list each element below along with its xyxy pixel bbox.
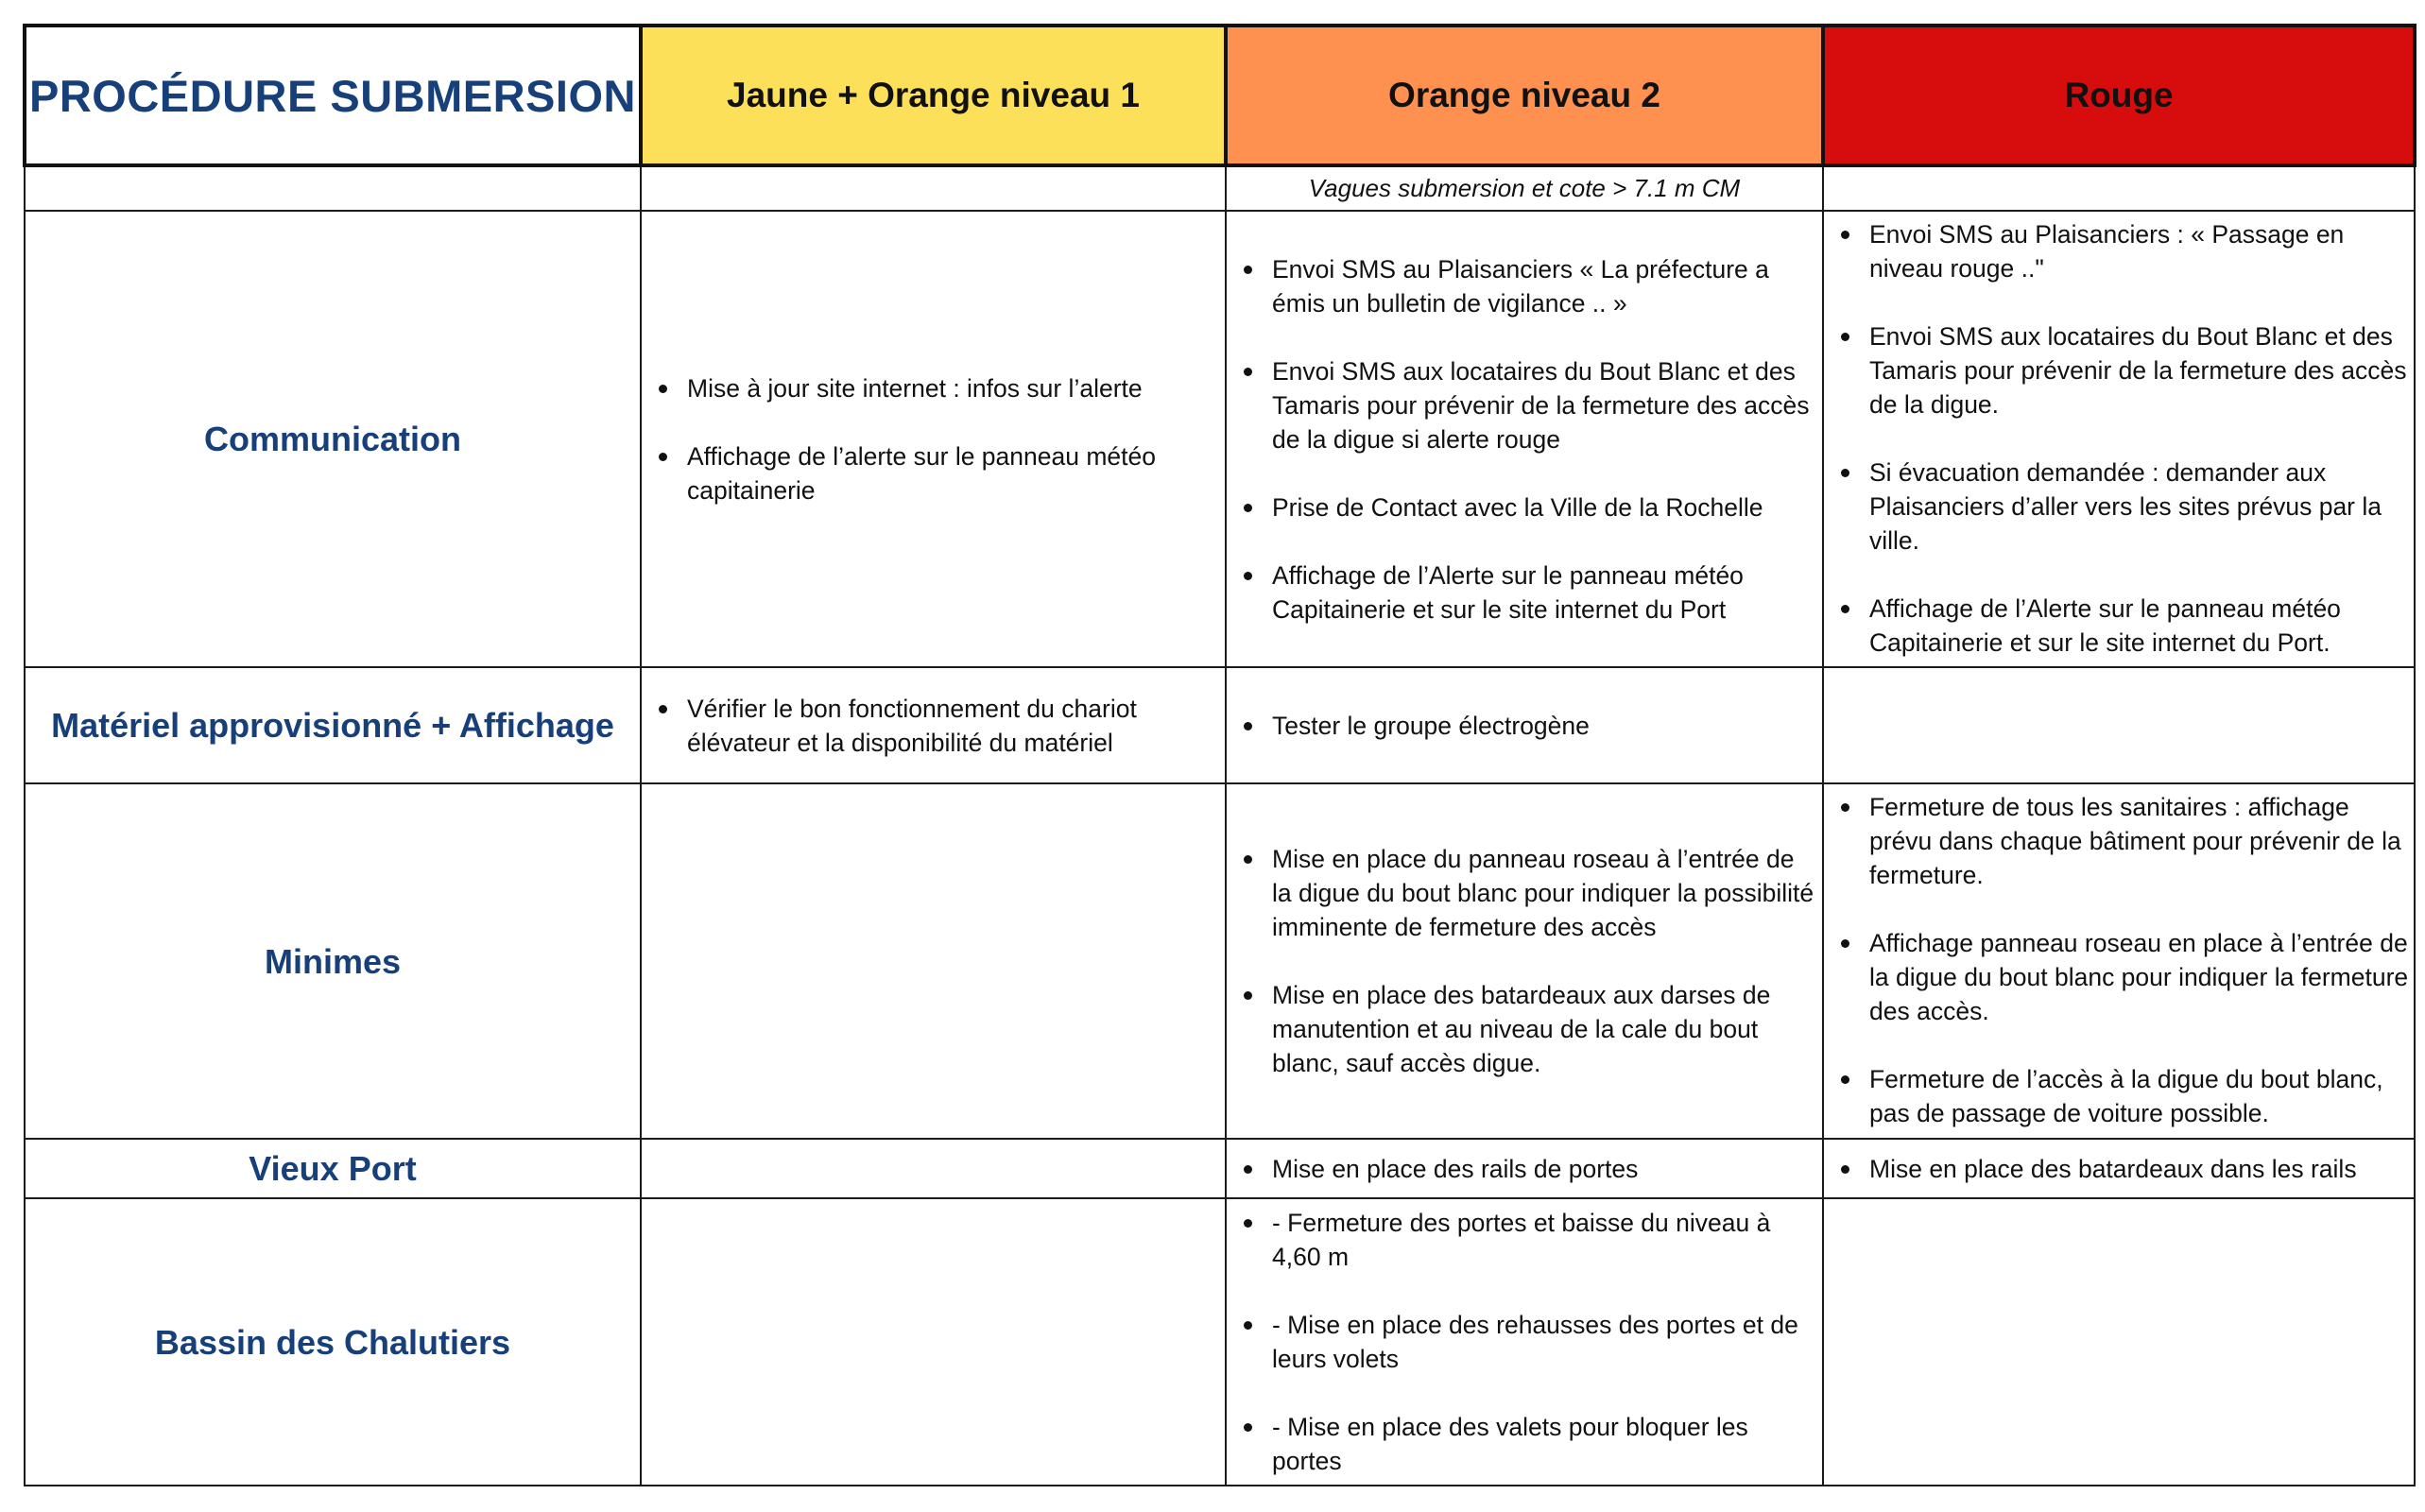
condition-row xyxy=(25,165,2415,211)
cell-communication-level1 xyxy=(641,211,1226,667)
row-minimes xyxy=(25,783,2415,1139)
cell-materiel-level2 xyxy=(1226,667,1823,783)
procedure-table xyxy=(23,24,2416,1486)
cell-vieux-port-level1 xyxy=(641,1139,1226,1198)
cell-materiel-level1 xyxy=(641,667,1226,783)
bullet-list xyxy=(1824,212,2414,660)
cell-minimes-level1 xyxy=(641,783,1226,1139)
list-item: Affichage panneau roseau en place à l’entrée de la digue du bout blanc pour indiquer la fermeture des accès. xyxy=(1869,926,2410,1028)
cell-chalutiers-level2 xyxy=(1226,1198,1823,1486)
level3-header: Rouge xyxy=(1823,26,2415,165)
page-title: PROCÉDURE SUBMERSION xyxy=(25,26,641,165)
header-row xyxy=(25,26,2415,165)
list-item: Vérifier le bon fonctionnement du chariot élévateur et la disponibilité du matériel xyxy=(687,692,1221,760)
bullet-list xyxy=(642,371,1225,507)
list-item: Mise en place du panneau roseau à l’entrée de la digue du bout blanc pour indiquer la possibilité imminente de fermeture des accès xyxy=(1272,842,1818,944)
list-item: Mise à jour site internet : infos sur l’alerte xyxy=(687,371,1221,405)
list-item: Affichage de l’Alerte sur le panneau météo Capitainerie et sur le site internet du Port xyxy=(1272,558,1818,627)
list-item: Fermeture de l’accès à la digue du bout blanc, pas de passage de voiture possible. xyxy=(1869,1062,2410,1130)
list-item: Envoi SMS aux locataires du Bout Blanc et des Tamaris pour prévenir de la fermeture des accès de la digue. xyxy=(1869,319,2410,421)
list-item: Affichage de l’Alerte sur le panneau météo Capitainerie et sur le site internet du Port. xyxy=(1869,592,2410,660)
list-item: Tester le groupe électrogène xyxy=(1272,709,1818,743)
cell-chalutiers-level1 xyxy=(641,1198,1226,1486)
list-item: Fermeture de tous les sanitaires : affichage prévu dans chaque bâtiment pour prévenir de la fermeture. xyxy=(1869,790,2410,892)
cell-vieux-port-level3 xyxy=(1823,1139,2415,1198)
list-item: Mise en place des batardeaux aux darses de manutention et au niveau de la cale du bout blanc, sauf accès digue. xyxy=(1272,978,1818,1080)
row-communication xyxy=(25,211,2415,667)
cell-vieux-port-level2 xyxy=(1226,1139,1823,1198)
row-materiel xyxy=(25,667,2415,783)
level2-header: Orange niveau 2 xyxy=(1226,26,1823,165)
bullet-list xyxy=(1227,1152,1822,1186)
list-item: - Mise en place des valets pour bloquer les portes xyxy=(1272,1410,1818,1478)
bullet-list xyxy=(1824,1152,2414,1186)
list-item: Prise de Contact avec la Ville de la Rochelle xyxy=(1272,490,1818,524)
list-item: - Fermeture des portes et baisse du niveau à 4,60 m xyxy=(1272,1206,1818,1274)
bullet-list xyxy=(1227,1206,1822,1478)
list-item: Si évacuation demandée : demander aux Plaisanciers d’aller vers les sites prévus par la ville. xyxy=(1869,455,2410,558)
bullet-list xyxy=(1824,784,2414,1130)
bullet-list xyxy=(1227,252,1822,627)
list-item: Mise en place des rails de portes xyxy=(1272,1152,1818,1186)
level1-header: Jaune + Orange niveau 1 xyxy=(641,26,1226,165)
level2-condition: Vagues submersion et cote > 7.1 m CM xyxy=(1226,165,1823,211)
list-item: Mise en place des batardeaux dans les rails xyxy=(1869,1152,2410,1186)
condition-cell-level1 xyxy=(641,165,1226,211)
cell-communication-level3 xyxy=(1823,211,2415,667)
row-vieux-port xyxy=(25,1139,2415,1198)
row-label-chalutiers: Bassin des Chalutiers xyxy=(25,1198,641,1486)
row-label-materiel: Matériel approvisionné + Affichage xyxy=(25,667,641,783)
condition-cell-empty xyxy=(25,165,641,211)
list-item: - Mise en place des rehausses des portes et de leurs volets xyxy=(1272,1308,1818,1376)
row-label-communication: Communication xyxy=(25,211,641,667)
list-item: Envoi SMS au Plaisanciers « La préfecture a émis un bulletin de vigilance .. » xyxy=(1272,252,1818,320)
row-label-minimes: Minimes xyxy=(25,783,641,1139)
list-item: Affichage de l’alerte sur le panneau météo capitainerie xyxy=(687,439,1221,507)
list-item: Envoi SMS aux locataires du Bout Blanc et des Tamaris pour prévenir de la fermeture des accès de la digue si alerte rouge xyxy=(1272,354,1818,456)
row-label-vieux-port: Vieux Port xyxy=(25,1139,641,1198)
bullet-list xyxy=(1227,842,1822,1080)
bullet-list xyxy=(1227,709,1822,743)
row-chalutiers xyxy=(25,1198,2415,1486)
cell-communication-level2 xyxy=(1226,211,1823,667)
list-item: Envoi SMS au Plaisanciers : « Passage en niveau rouge .." xyxy=(1869,217,2410,285)
cell-chalutiers-level3 xyxy=(1823,1198,2415,1486)
bullet-list xyxy=(642,692,1225,760)
cell-minimes-level3 xyxy=(1823,783,2415,1139)
condition-cell-level3 xyxy=(1823,165,2415,211)
cell-minimes-level2 xyxy=(1226,783,1823,1139)
cell-materiel-level3 xyxy=(1823,667,2415,783)
